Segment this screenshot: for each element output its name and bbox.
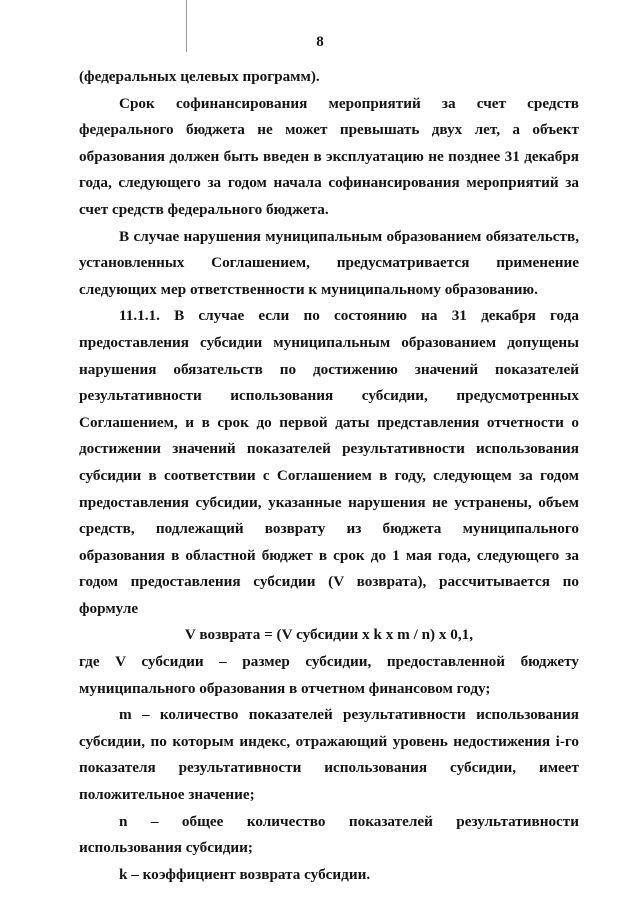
paragraph-clause-11-1-1: 11.1.1. В случае если по состоянию на 31 декабря года предоставления субсидии муниципальным образованием допущены нарушения обязательств по достижению значений показателей результативности использования субсидии, предусмотренных Соглашением, и в срок до первой даты представления отчетности о достижении значений показателей результативности использования субсидии в соответствии с Соглашением в году, следующем за годом предоставления субсидии, указанные нарушения не устранены, объем средств, подлежащий возврату из бюджета муниципального образования в областной бюджет в срок до 1 мая года, следующего за годом предоставления субсидии (V возврата), рассчитывается по формуле — [79, 307, 579, 617]
definition-v-subsidy: где V субсидии – размер субсидии, предоставленной бюджету муниципального образования в отчетном финансовом году; — [79, 653, 579, 697]
definition-k: k – коэффициент возврата субсидии. — [119, 865, 371, 883]
paragraph-cofinancing-term: Срок софинансирования мероприятий за счет средств федерального бюджета не может превышать двух лет, а объект образования должен быть введен в эксплуатацию не позднее 31 декабря года, следующего за годом начала софинансирования мероприятий за счет средств федерального бюджета. — [79, 94, 579, 218]
formula-v-return: V возврата = (V субсидии x k x m / n) x 0,1, — [184, 626, 474, 644]
page-number: 8 — [316, 34, 324, 50]
definition-m: m – количество показателей результативности использования субсидии, по которым индекс, отражающий уровень недостижения i-го показателя результативности использования субсидии, имеет положительное значение; — [79, 706, 579, 804]
definition-n: n – общее количество показателей результативности использования субсидии; — [79, 812, 579, 857]
document-body — [79, 64, 579, 888]
paragraph-continuation: (федеральных целевых программ). — [79, 68, 320, 85]
paragraph-violation-measures: В случае нарушения муниципальным образованием обязательств, установленных Соглашением, предусматривается применение следующих мер ответственности к муниципальному образованию. — [79, 227, 579, 298]
